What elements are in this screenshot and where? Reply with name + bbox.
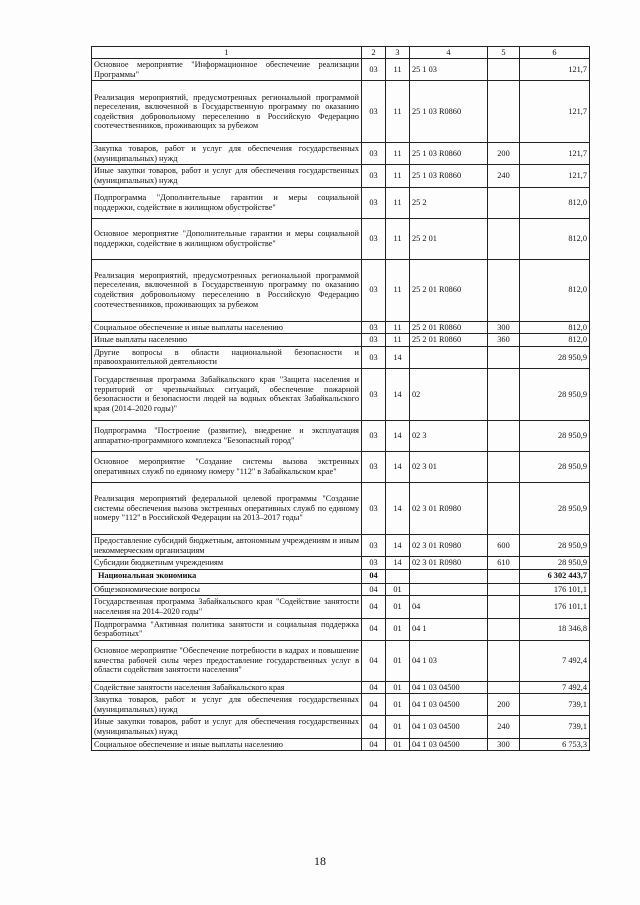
row-c6-cell: 812,0 bbox=[520, 187, 590, 218]
row-c2-cell: 03 bbox=[362, 420, 386, 451]
row-c2-cell: 03 bbox=[362, 334, 386, 347]
row-c6-cell: 812,0 bbox=[520, 321, 590, 334]
row-c3-cell: 11 bbox=[386, 321, 410, 334]
row-c4-cell bbox=[410, 569, 488, 583]
row-c5-cell: 200 bbox=[488, 694, 520, 716]
row-c2-cell: 03 bbox=[362, 59, 386, 81]
row-name-cell: Иные закупки товаров, работ и услуг для обеспечения государственных (муниципальных) нужд bbox=[92, 716, 362, 738]
row-name-cell: Содействие занятости населения Забайкальского края bbox=[92, 681, 362, 694]
row-c4-cell bbox=[410, 346, 488, 368]
row-name-cell: Закупка товаров, работ и услуг для обеспечения государственных (муниципальных) нужд bbox=[92, 143, 362, 165]
row-c2-cell: 03 bbox=[362, 346, 386, 368]
row-c6-cell: 18 346,8 bbox=[520, 618, 590, 640]
row-c2-cell: 04 bbox=[362, 596, 386, 618]
table-row bbox=[92, 716, 590, 738]
table-row bbox=[92, 59, 590, 81]
row-c2-cell: 03 bbox=[362, 259, 386, 321]
row-c4-cell: 02 3 01 R0980 bbox=[410, 557, 488, 570]
row-name-cell: Подпрограмма "Активная политика занятости и социальная поддержка безработных" bbox=[92, 618, 362, 640]
row-c6-cell: 121,7 bbox=[520, 143, 590, 165]
row-c2-cell: 03 bbox=[362, 81, 386, 143]
header-col-4: 4 bbox=[410, 47, 488, 59]
row-c4-cell: 04 1 03 04500 bbox=[410, 681, 488, 694]
row-name-cell: Другие вопросы в области национальной безопасности и правоохранительной деятельности bbox=[92, 346, 362, 368]
table-header-row bbox=[92, 47, 590, 59]
row-c3-cell: 14 bbox=[386, 451, 410, 482]
row-c3-cell: 01 bbox=[386, 583, 410, 596]
row-c3-cell: 11 bbox=[386, 143, 410, 165]
table-row bbox=[92, 165, 590, 187]
row-c5-cell bbox=[488, 368, 520, 420]
header-col-5: 5 bbox=[488, 47, 520, 59]
row-c3-cell: 11 bbox=[386, 259, 410, 321]
row-c5-cell bbox=[488, 596, 520, 618]
row-c2-cell: 03 bbox=[362, 321, 386, 334]
row-name-cell: Государственная программа Забайкальского края "Содействие занятости населения на 2014–2020 годы" bbox=[92, 596, 362, 618]
row-name-cell: Государственная программа Забайкальского края "Защита населения и территорий от чрезвычайных ситуаций, обеспечение пожарной безопасности и безопасности людей на водных объектах Забайкальского края (2014–2020 годы)" bbox=[92, 368, 362, 420]
row-c3-cell: 14 bbox=[386, 420, 410, 451]
row-c6-cell: 28 950,9 bbox=[520, 346, 590, 368]
row-c4-cell: 04 1 03 04500 bbox=[410, 738, 488, 751]
row-c2-cell: 03 bbox=[362, 451, 386, 482]
header-col-6: 6 bbox=[520, 47, 590, 59]
row-c6-cell: 28 950,9 bbox=[520, 368, 590, 420]
row-c5-cell: 240 bbox=[488, 165, 520, 187]
row-c6-cell: 739,1 bbox=[520, 716, 590, 738]
table-row bbox=[92, 618, 590, 640]
table-row bbox=[92, 482, 590, 534]
row-c6-cell: 176 101,1 bbox=[520, 583, 590, 596]
table-row bbox=[92, 334, 590, 347]
row-c5-cell bbox=[488, 81, 520, 143]
row-c6-cell: 28 950,9 bbox=[520, 557, 590, 570]
row-name-cell: Реализация мероприятий, предусмотренных региональной программой переселения, включенной в Государственную программу по оказанию содействия добровольному переселению в Российскую Федерацию соотечественников, проживающих за рубежом bbox=[92, 81, 362, 143]
row-name-cell: Предоставление субсидий бюджетным, автономным учреждениям и иным некоммерческим организациям bbox=[92, 534, 362, 556]
row-c2-cell: 03 bbox=[362, 557, 386, 570]
table-row bbox=[92, 738, 590, 751]
row-c3-cell: 14 bbox=[386, 557, 410, 570]
row-c4-cell: 25 1 03 R0860 bbox=[410, 143, 488, 165]
table-row bbox=[92, 321, 590, 334]
row-c6-cell: 121,7 bbox=[520, 165, 590, 187]
row-c3-cell bbox=[386, 569, 410, 583]
row-c4-cell: 02 3 01 bbox=[410, 451, 488, 482]
table-row bbox=[92, 569, 590, 583]
row-c5-cell: 300 bbox=[488, 321, 520, 334]
table-row bbox=[92, 143, 590, 165]
row-name-cell: Общеэкономические вопросы bbox=[92, 583, 362, 596]
row-c3-cell: 14 bbox=[386, 482, 410, 534]
row-c4-cell: 04 bbox=[410, 596, 488, 618]
row-c3-cell: 01 bbox=[386, 738, 410, 751]
row-c3-cell: 11 bbox=[386, 187, 410, 218]
row-name-cell: Иные выплаты населению bbox=[92, 334, 362, 347]
table-row bbox=[92, 596, 590, 618]
row-c3-cell: 11 bbox=[386, 218, 410, 259]
row-c3-cell: 14 bbox=[386, 534, 410, 556]
row-c2-cell: 04 bbox=[362, 583, 386, 596]
row-c5-cell: 360 bbox=[488, 334, 520, 347]
row-c6-cell: 812,0 bbox=[520, 259, 590, 321]
row-c3-cell: 01 bbox=[386, 681, 410, 694]
row-c4-cell: 02 3 bbox=[410, 420, 488, 451]
row-c3-cell: 14 bbox=[386, 368, 410, 420]
row-name-cell: Основное мероприятие "Обеспечение потребности в кадрах и повышение качества рабочей силы через предоставление государственных услуг в области содействия занятости населения" bbox=[92, 640, 362, 681]
row-c5-cell: 240 bbox=[488, 716, 520, 738]
row-name-cell: Социальное обеспечение и иные выплаты населению bbox=[92, 738, 362, 751]
row-c6-cell: 28 950,9 bbox=[520, 534, 590, 556]
table-row bbox=[92, 557, 590, 570]
table-row bbox=[92, 694, 590, 716]
row-c2-cell: 03 bbox=[362, 143, 386, 165]
row-c2-cell: 04 bbox=[362, 618, 386, 640]
row-c4-cell: 25 1 03 R0860 bbox=[410, 81, 488, 143]
row-name-cell: Основное мероприятие "Создание системы вызова экстренных оперативных служб по единому номеру "112" в Забайкальском крае" bbox=[92, 451, 362, 482]
table-row bbox=[92, 451, 590, 482]
row-c4-cell: 02 3 01 R0980 bbox=[410, 534, 488, 556]
row-c5-cell bbox=[488, 569, 520, 583]
row-c2-cell: 03 bbox=[362, 165, 386, 187]
table-row bbox=[92, 534, 590, 556]
row-c6-cell: 121,7 bbox=[520, 81, 590, 143]
row-c2-cell: 03 bbox=[362, 534, 386, 556]
row-c4-cell: 04 1 03 bbox=[410, 640, 488, 681]
row-c3-cell: 01 bbox=[386, 618, 410, 640]
row-name-cell: Реализация мероприятий федеральной целевой программы "Создание системы обеспечения вызова экстренных оперативных служб по единому номеру "112" в Российской Федерации на 2013–2017 годы" bbox=[92, 482, 362, 534]
table-row bbox=[92, 583, 590, 596]
row-name-cell: Основное мероприятие "Информационное обеспечение реализации Программы" bbox=[92, 59, 362, 81]
row-c5-cell bbox=[488, 583, 520, 596]
row-c4-cell: 04 1 03 04500 bbox=[410, 694, 488, 716]
row-c6-cell: 7 492,4 bbox=[520, 681, 590, 694]
row-c6-cell: 28 950,9 bbox=[520, 451, 590, 482]
table-row bbox=[92, 346, 590, 368]
table-row bbox=[92, 681, 590, 694]
row-c2-cell: 04 bbox=[362, 738, 386, 751]
row-c3-cell: 01 bbox=[386, 640, 410, 681]
row-name-cell: Закупка товаров, работ и услуг для обеспечения государственных (муниципальных) нужд bbox=[92, 694, 362, 716]
row-c4-cell: 25 2 01 bbox=[410, 218, 488, 259]
row-c2-cell: 04 bbox=[362, 716, 386, 738]
row-c3-cell: 01 bbox=[386, 596, 410, 618]
row-c4-cell: 02 3 01 R0980 bbox=[410, 482, 488, 534]
header-col-2: 2 bbox=[362, 47, 386, 59]
row-name-cell: Социальное обеспечение и иные выплаты населению bbox=[92, 321, 362, 334]
row-c6-cell: 812,0 bbox=[520, 334, 590, 347]
row-c5-cell bbox=[488, 259, 520, 321]
row-c4-cell: 25 1 03 bbox=[410, 59, 488, 81]
row-c5-cell bbox=[488, 482, 520, 534]
row-c2-cell: 04 bbox=[362, 694, 386, 716]
row-c5-cell bbox=[488, 618, 520, 640]
row-c5-cell: 300 bbox=[488, 738, 520, 751]
row-c5-cell bbox=[488, 346, 520, 368]
row-c6-cell: 7 492,4 bbox=[520, 640, 590, 681]
row-c4-cell: 04 1 03 04500 bbox=[410, 716, 488, 738]
row-name-cell: Основное мероприятие "Дополнительные гарантии и меры социальной поддержки, содействие в жилищном обустройстве" bbox=[92, 218, 362, 259]
row-c3-cell: 11 bbox=[386, 81, 410, 143]
row-name-cell: Реализация мероприятий, предусмотренных региональной программой переселения, включенной в Государственную программу по оказанию содействия добровольному переселению в Российскую Федерацию соотечественников, проживающих за рубежом bbox=[92, 259, 362, 321]
row-name-cell: Иные закупки товаров, работ и услуг для обеспечения государственных (муниципальных) нужд bbox=[92, 165, 362, 187]
row-c3-cell: 11 bbox=[386, 59, 410, 81]
table-row bbox=[92, 259, 590, 321]
table-row bbox=[92, 187, 590, 218]
row-c2-cell: 04 bbox=[362, 640, 386, 681]
table-row bbox=[92, 640, 590, 681]
table-row bbox=[92, 368, 590, 420]
row-name-cell: Подпрограмма "Построение (развитие), внедрение и эксплуатация аппаратно-программного комплекса "Безопасный город" bbox=[92, 420, 362, 451]
row-c6-cell: 28 950,9 bbox=[520, 482, 590, 534]
row-c6-cell: 812,0 bbox=[520, 218, 590, 259]
budget-table bbox=[91, 46, 590, 751]
row-c5-cell bbox=[488, 451, 520, 482]
table-row bbox=[92, 420, 590, 451]
row-c3-cell: 01 bbox=[386, 716, 410, 738]
row-c5-cell bbox=[488, 420, 520, 451]
row-c2-cell: 03 bbox=[362, 482, 386, 534]
row-c4-cell: 25 2 01 R0860 bbox=[410, 321, 488, 334]
row-c5-cell bbox=[488, 187, 520, 218]
table-body bbox=[92, 59, 590, 751]
row-c2-cell: 03 bbox=[362, 368, 386, 420]
row-c6-cell: 739,1 bbox=[520, 694, 590, 716]
row-c6-cell: 6 302 443,7 bbox=[520, 569, 590, 583]
row-name-cell: Национальная экономика bbox=[92, 569, 362, 583]
row-c4-cell: 25 2 01 R0860 bbox=[410, 259, 488, 321]
table-row bbox=[92, 81, 590, 143]
row-c4-cell: 25 1 03 R0860 bbox=[410, 165, 488, 187]
row-c5-cell bbox=[488, 640, 520, 681]
row-name-cell: Подпрограмма "Дополнительные гарантии и меры социальной поддержки, содействие в жилищном обустройстве" bbox=[92, 187, 362, 218]
row-c5-cell: 610 bbox=[488, 557, 520, 570]
row-c2-cell: 04 bbox=[362, 681, 386, 694]
header-col-3: 3 bbox=[386, 47, 410, 59]
row-c5-cell bbox=[488, 681, 520, 694]
row-c6-cell: 121,7 bbox=[520, 59, 590, 81]
row-c2-cell: 03 bbox=[362, 187, 386, 218]
row-c3-cell: 14 bbox=[386, 346, 410, 368]
row-c3-cell: 11 bbox=[386, 334, 410, 347]
row-c5-cell: 600 bbox=[488, 534, 520, 556]
table-row bbox=[92, 218, 590, 259]
row-c5-cell bbox=[488, 59, 520, 81]
row-c4-cell: 25 2 bbox=[410, 187, 488, 218]
row-name-cell: Субсидии бюджетным учреждениям bbox=[92, 557, 362, 570]
header-col-1: 1 bbox=[92, 47, 362, 59]
page-number: 18 bbox=[314, 854, 326, 868]
row-c6-cell: 28 950,9 bbox=[520, 420, 590, 451]
row-c5-cell: 200 bbox=[488, 143, 520, 165]
row-c4-cell: 25 2 01 R0860 bbox=[410, 334, 488, 347]
row-c4-cell: 02 bbox=[410, 368, 488, 420]
row-c2-cell: 04 bbox=[362, 569, 386, 583]
row-c5-cell bbox=[488, 218, 520, 259]
row-c3-cell: 11 bbox=[386, 165, 410, 187]
row-c2-cell: 03 bbox=[362, 218, 386, 259]
row-c3-cell: 01 bbox=[386, 694, 410, 716]
row-c4-cell bbox=[410, 583, 488, 596]
row-c6-cell: 6 753,3 bbox=[520, 738, 590, 751]
row-c4-cell: 04 1 bbox=[410, 618, 488, 640]
row-c6-cell: 176 101,1 bbox=[520, 596, 590, 618]
